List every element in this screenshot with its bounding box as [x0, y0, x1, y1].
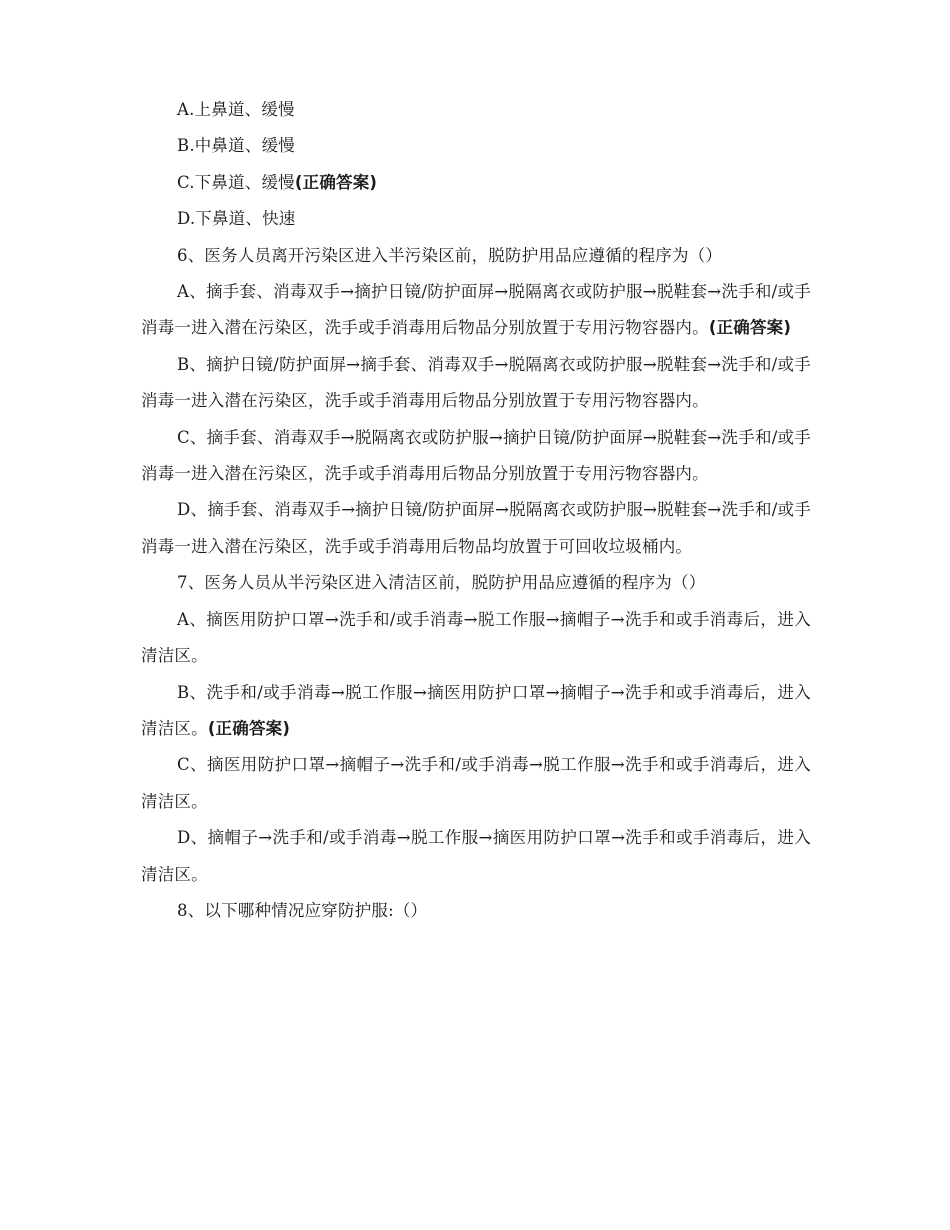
- option-paragraph: [141, 492, 811, 565]
- option-paragraph: [141, 602, 811, 675]
- paragraph-text: A、摘医用防护口罩→洗手和/或手消毒→脱工作服→摘帽子→洗手和或手消毒后，进入清洁区。: [141, 609, 811, 666]
- paragraph-text: D、摘手套、消毒双手→摘护日镜/防护面屏→脱隔离衣或防护服→脱鞋套→洗手和/或手消毒一进入潜在污染区，洗手或手消毒用后物品均放置于可回收垃圾桶内。: [141, 500, 811, 556]
- option-paragraph: [141, 274, 811, 347]
- option-paragraph: [141, 165, 811, 201]
- paragraph-text: 7、医务人员从半污染区进入清洁区前，脱防护用品应遵循的程序为（）: [177, 573, 706, 593]
- paragraph-text: C、摘医用防护口罩→摘帽子→洗手和/或手消毒→脱工作服→洗手和或手消毒后，进入清洁区。: [141, 755, 811, 811]
- paragraph-text: B、摘护日镜/防护面屏→摘手套、消毒双手→脱隔离衣或防护服→脱鞋套→洗手和/或手消毒一进入潜在污染区，洗手或手消毒用后物品分别放置于专用污物容器内。: [141, 354, 811, 411]
- paragraph-text: D.下鼻道、快速: [177, 209, 296, 229]
- option-paragraph: [141, 201, 811, 237]
- document-body: [141, 92, 811, 929]
- option-paragraph: [141, 675, 811, 748]
- question-paragraph: [141, 893, 811, 929]
- option-paragraph: [141, 128, 811, 164]
- paragraph-text: 6、医务人员离开污染区进入半污染区前，脱防护用品应遵循的程序为（）: [177, 245, 723, 265]
- question-paragraph: [141, 238, 811, 274]
- paragraph-text: A、摘手套、消毒双手→摘护日镜/防护面屏→脱隔离衣或防护服→脱鞋套→洗手和/或手消毒一进入潜在污染区，洗手或手消毒用后物品分别放置于专用污物容器内。: [141, 282, 811, 338]
- paragraph-text: C、摘手套、消毒双手→脱隔离衣或防护服→摘护日镜/防护面屏→脱鞋套→洗手和/或手消毒一进入潜在污染区，洗手或手消毒用后物品分别放置于专用污物容器内。: [141, 427, 811, 484]
- paragraph-text: D、摘帽子→洗手和/或手消毒→脱工作服→摘医用防护口罩→洗手和或手消毒后，进入清洁区。: [141, 828, 811, 884]
- paragraph-text: A.上鼻道、缓慢: [177, 100, 295, 119]
- option-paragraph: [141, 820, 811, 893]
- paragraph-text: B.中鼻道、缓慢: [177, 136, 295, 156]
- answer-mark: (正确答案): [294, 172, 378, 192]
- option-paragraph: [141, 420, 811, 493]
- paragraph-text: C.下鼻道、缓慢: [177, 172, 295, 192]
- answer-mark: (正确答案): [207, 718, 291, 738]
- option-paragraph: [141, 747, 811, 820]
- paragraph-text: B、洗手和/或手消毒→脱工作服→摘医用防护口罩→摘帽子→洗手和或手消毒后，进入清洁区。: [141, 682, 811, 738]
- option-paragraph: [141, 347, 811, 420]
- option-paragraph: [141, 92, 811, 128]
- question-paragraph: [141, 565, 811, 601]
- paragraph-text: 8、以下哪种情况应穿防护服:（）: [177, 900, 428, 920]
- answer-mark: (正确答案): [708, 318, 792, 338]
